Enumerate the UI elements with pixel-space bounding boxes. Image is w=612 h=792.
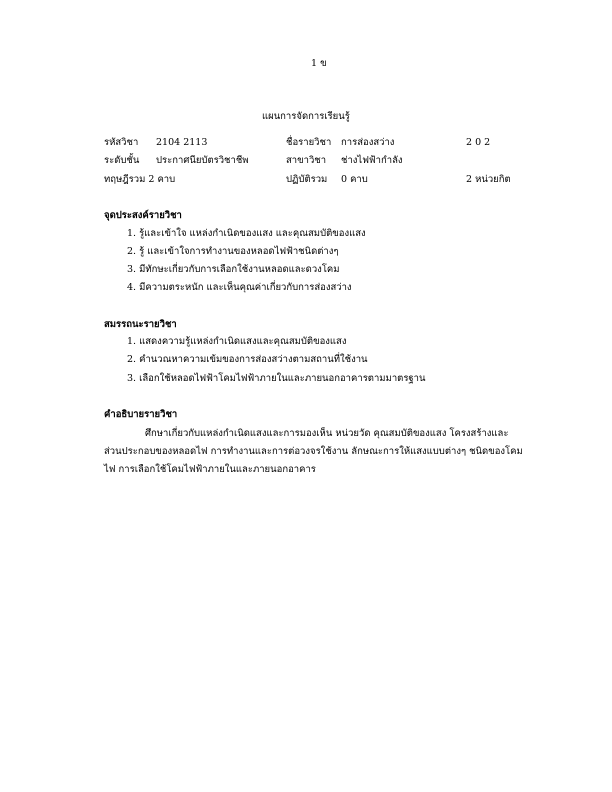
credit-units: 2 หน่วยกิต xyxy=(466,174,511,185)
course-code-label: รหัสวิชา xyxy=(104,137,139,148)
description-heading: คำอธิบายรายวิชา xyxy=(104,409,178,420)
major-label: สาขาวิชา xyxy=(286,155,327,166)
credit-structure: 2 0 2 xyxy=(466,137,491,148)
course-code-value: 2104 2113 xyxy=(156,137,208,148)
competency-item: 3. เลือกใช้หลอดไฟฟ้าโคมไฟฟ้าภายในและภายนอกอาคารตามมาตรฐาน xyxy=(127,373,426,384)
page-title: แผนการจัดการเรียนรู้ xyxy=(262,111,350,122)
practice-label: ปฏิบัติรวม xyxy=(286,174,328,185)
objective-item: 4. มีความตระหนัก และเห็นคุณค่าเกี่ยวกับการส่องสว่าง xyxy=(127,282,352,293)
description-line: ส่วนประกอบของหลอดไฟ การทำงานและการต่อวงจรใช้งาน ลักษณะการให้แสงแบบต่างๆ ชนิดของโคม xyxy=(104,446,523,457)
theory-hours: ทฤษฎีรวม 2 คาบ xyxy=(104,174,176,185)
level-label: ระดับชั้น xyxy=(104,155,140,166)
level-value: ประกาศนียบัตรวิชาชีพ xyxy=(156,155,249,166)
objective-item: 2. รู้ และเข้าใจการทำงานของหลอดไฟฟ้าชนิดต่างๆ xyxy=(127,246,339,257)
objective-item: 1. รู้และเข้าใจ แหล่งกำเนิดของแสง และคุณสมบัติของแสง xyxy=(127,228,366,239)
description-line: ศึกษาเกี่ยวกับแหล่งกำเนิดแสงและการมองเห็น หน่วยวัด คุณสมบัติของแสง โครงสร้างและ xyxy=(145,428,509,439)
competency-item: 2. คำนวณหาความเข้มของการส่องสว่างตามสถานที่ใช้งาน xyxy=(127,354,368,365)
competencies-heading: สมรรถนะรายวิชา xyxy=(104,319,177,330)
page-number: 1 ข xyxy=(311,58,327,69)
description-line: ไฟ การเลือกใช้โคมไฟฟ้าภายในและภายนอกอาคาร xyxy=(104,464,316,475)
competency-item: 1. แสดงความรู้แหล่งกำเนิดแสงและคุณสมบัติของแสง xyxy=(127,336,347,347)
practice-value: 0 คาบ xyxy=(341,174,368,185)
objective-item: 3. มีทักษะเกี่ยวกับการเลือกใช้งานหลอดและดวงโคม xyxy=(127,264,340,275)
major-value: ช่างไฟฟ้ากำลัง xyxy=(341,155,403,166)
objectives-heading: จุดประสงค์รายวิชา xyxy=(104,210,182,221)
course-name-label: ชื่อรายวิชา xyxy=(286,137,332,148)
course-name-value: การส่องสว่าง xyxy=(341,137,395,148)
